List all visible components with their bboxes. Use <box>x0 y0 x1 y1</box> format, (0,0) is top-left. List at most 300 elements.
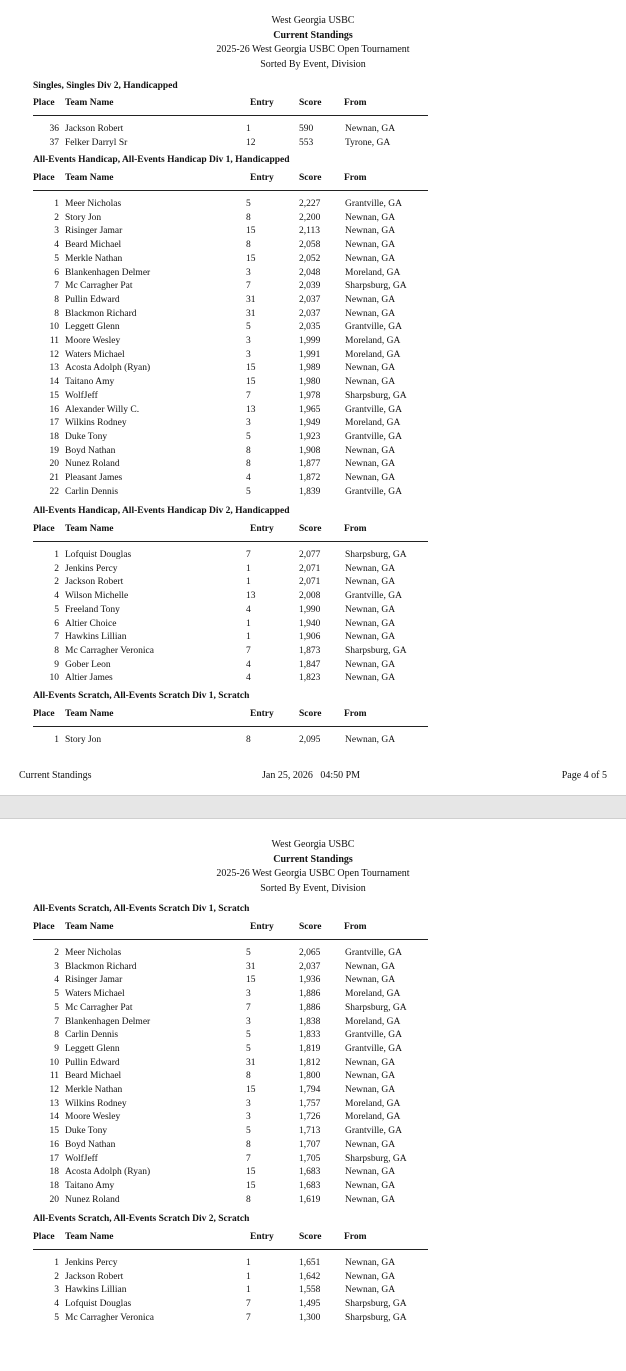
score-cell: 590 <box>299 124 314 134</box>
from-cell: Grantville, GA <box>345 199 402 209</box>
place-cell: 16 <box>49 404 59 415</box>
score-cell: 1,713 <box>299 1126 321 1137</box>
table-row <box>0 1099 626 1113</box>
team-name-cell: Taitano Amy <box>65 377 115 388</box>
score-cell: 2,035 <box>299 322 321 333</box>
from-cell: Newnan, GA <box>345 294 396 305</box>
score-cell: 1,726 <box>299 1112 321 1123</box>
place-cell: 18 <box>49 1167 59 1178</box>
column-header-score: Score <box>299 524 322 534</box>
team-name-cell: Waters Michael <box>65 349 125 360</box>
team-name-cell: Risinger Jamar <box>65 226 123 237</box>
score-cell: 2,065 <box>299 948 321 958</box>
place-cell: 37 <box>49 137 59 148</box>
place-cell: 22 <box>49 486 59 497</box>
team-name-cell: Duke Tony <box>65 431 108 442</box>
team-name-cell: Jenkins Percy <box>65 1258 118 1268</box>
team-name-cell: Wilkins Rodney <box>65 1098 127 1109</box>
place-cell: 4 <box>54 591 59 602</box>
table-row <box>0 124 626 138</box>
report-header <box>0 14 626 72</box>
table-row <box>0 268 626 282</box>
entry-cell: 5 <box>246 948 251 958</box>
column-header-entry: Entry <box>250 98 274 108</box>
entry-cell: 1 <box>246 632 251 643</box>
place-cell: 15 <box>49 1126 59 1137</box>
score-cell: 1,683 <box>299 1180 321 1191</box>
entry-cell: 5 <box>246 1030 251 1041</box>
from-cell: Sharpsburg, GA <box>345 645 407 656</box>
column-header-team: Team Name <box>65 709 114 719</box>
from-cell: Newnan, GA <box>345 618 396 629</box>
entry-cell: 8 <box>246 240 251 251</box>
place-cell: 17 <box>49 1153 59 1164</box>
score-cell: 1,823 <box>299 673 321 684</box>
entry-cell: 31 <box>246 961 256 972</box>
from-cell: Newnan, GA <box>345 212 396 223</box>
entry-cell: 15 <box>246 1167 256 1178</box>
column-header-score: Score <box>299 98 322 108</box>
org-name: West Georgia USBC <box>271 839 355 850</box>
team-name-cell: WolfJeff <box>65 1153 98 1164</box>
score-cell: 553 <box>299 137 314 148</box>
footer-timestamp: Jan 25, 2026 04:50 PM <box>262 770 361 781</box>
score-cell: 1,978 <box>299 390 321 401</box>
place-cell: 8 <box>54 645 59 656</box>
place-cell: 2 <box>54 948 59 958</box>
team-name-cell: Gober Leon <box>65 659 111 670</box>
score-cell: 1,886 <box>299 1002 321 1013</box>
score-cell: 2,008 <box>299 591 321 602</box>
place-cell: 36 <box>49 124 59 134</box>
entry-cell: 1 <box>246 1258 251 1268</box>
from-cell: Newnan, GA <box>345 1057 396 1068</box>
table-row <box>0 632 626 646</box>
score-cell: 1,940 <box>299 618 321 629</box>
score-cell: 1,812 <box>299 1057 321 1068</box>
team-name-cell: Meer Nicholas <box>65 948 122 958</box>
team-name-cell: Duke Tony <box>65 1126 108 1137</box>
team-name-cell: Hawkins Lillian <box>65 1285 127 1296</box>
team-name-cell: Meer Nicholas <box>65 199 122 209</box>
from-cell: Newnan, GA <box>345 445 396 456</box>
table-row <box>0 487 626 501</box>
place-cell: 6 <box>54 267 59 278</box>
from-cell: Grantville, GA <box>345 322 402 333</box>
place-cell: 10 <box>49 1057 59 1068</box>
from-cell: Grantville, GA <box>345 948 402 958</box>
entry-cell: 1 <box>246 1271 251 1282</box>
from-cell: Sharpsburg, GA <box>345 1299 407 1310</box>
entry-cell: 7 <box>246 645 251 656</box>
table-row <box>0 962 626 976</box>
from-cell: Newnan, GA <box>345 659 396 670</box>
score-cell: 1,838 <box>299 1016 321 1027</box>
from-cell: Newnan, GA <box>345 1180 396 1191</box>
entry-cell: 8 <box>246 212 251 223</box>
from-cell: Moreland, GA <box>345 336 401 346</box>
score-cell: 1,833 <box>299 1030 321 1041</box>
table-row <box>0 1167 626 1181</box>
from-cell: Newnan, GA <box>345 377 396 388</box>
entry-cell: 15 <box>246 253 256 264</box>
team-name-cell: Leggett Glenn <box>65 322 120 333</box>
place-cell: 18 <box>49 1180 59 1191</box>
from-cell: Grantville, GA <box>345 591 402 602</box>
footer-page-number: Page 4 of 5 <box>561 770 607 781</box>
entry-cell: 8 <box>246 1071 251 1082</box>
team-name-cell: Waters Michael <box>65 989 125 1000</box>
column-header-place: Place <box>33 98 55 108</box>
team-name-cell: Acosta Adolph (Ryan) <box>65 363 151 374</box>
entry-cell: 15 <box>246 226 256 237</box>
table-row <box>0 550 626 564</box>
column-header-from: From <box>344 709 367 719</box>
from-cell: Newnan, GA <box>345 253 396 264</box>
entry-cell: 8 <box>246 459 251 470</box>
entry-cell: 4 <box>246 673 251 684</box>
place-cell: 9 <box>54 1043 59 1054</box>
team-name-cell: Jackson Robert <box>65 577 124 588</box>
from-cell: Sharpsburg, GA <box>345 1002 407 1013</box>
column-header-entry: Entry <box>250 524 274 534</box>
team-name-cell: Altier Choice <box>65 618 117 629</box>
team-name-cell: Boyd Nathan <box>65 1139 116 1150</box>
place-cell: 1 <box>54 550 59 560</box>
team-name-cell: Nunez Roland <box>65 459 120 470</box>
from-cell: Newnan, GA <box>345 473 396 483</box>
table-row <box>0 619 626 633</box>
from-cell: Moreland, GA <box>345 267 401 278</box>
entry-cell: 7 <box>246 550 251 560</box>
place-cell: 8 <box>54 1030 59 1041</box>
place-cell: 2 <box>54 1271 59 1282</box>
column-header-place: Place <box>33 1232 55 1242</box>
column-header-from: From <box>344 173 367 183</box>
team-name-cell: Mc Carragher Pat <box>65 281 133 292</box>
score-cell: 2,200 <box>299 212 321 223</box>
tournament-name: 2025-26 West Georgia USBC Open Tournament <box>216 44 410 55</box>
table-row <box>0 295 626 309</box>
place-cell: 16 <box>49 1139 59 1150</box>
place-cell: 3 <box>54 961 59 972</box>
place-cell: 4 <box>54 975 59 986</box>
place-cell: 11 <box>49 336 59 346</box>
place-cell: 19 <box>49 445 59 456</box>
team-name-cell: Pullin Edward <box>65 294 120 305</box>
from-cell: Newnan, GA <box>345 632 396 643</box>
sort-order: Sorted By Event, Division <box>260 58 366 70</box>
place-cell: 7 <box>54 632 59 643</box>
score-cell: 2,052 <box>299 253 321 264</box>
team-name-cell: Carlin Dennis <box>65 1030 119 1041</box>
score-cell: 1,651 <box>299 1258 321 1268</box>
place-cell: 12 <box>49 1085 59 1095</box>
score-cell: 1,300 <box>299 1312 321 1323</box>
table-row <box>0 605 626 619</box>
column-header-place: Place <box>33 524 55 534</box>
place-cell: 1 <box>54 735 59 745</box>
place-cell: 9 <box>54 659 59 670</box>
team-name-cell: Moore Wesley <box>65 1112 121 1123</box>
team-name-cell: Acosta Adolph (Ryan) <box>65 1167 151 1178</box>
entry-cell: 8 <box>246 735 251 745</box>
table-row <box>0 405 626 419</box>
score-cell: 1,705 <box>299 1153 321 1164</box>
score-cell: 2,095 <box>299 735 321 745</box>
table-row <box>0 336 626 350</box>
report-header <box>0 838 626 896</box>
score-cell: 2,037 <box>299 308 321 319</box>
entry-cell: 8 <box>246 1194 251 1205</box>
table-row <box>0 975 626 989</box>
score-cell: 2,037 <box>299 294 321 305</box>
entry-cell: 15 <box>246 1085 256 1095</box>
table-row <box>0 1017 626 1031</box>
entry-cell: 3 <box>246 267 251 278</box>
table-row <box>0 591 626 605</box>
column-header-from: From <box>344 98 367 108</box>
score-cell: 1,558 <box>299 1285 321 1296</box>
score-cell: 1,989 <box>299 363 321 374</box>
from-cell: Newnan, GA <box>345 735 396 745</box>
entry-cell: 7 <box>246 1002 251 1013</box>
column-header-row <box>33 922 428 940</box>
team-name-cell: Blankenhagen Delmer <box>65 1016 151 1027</box>
entry-cell: 3 <box>246 336 251 346</box>
score-cell: 1,877 <box>299 459 321 470</box>
team-name-cell: Risinger Jamar <box>65 975 123 986</box>
place-cell: 6 <box>54 618 59 629</box>
column-header-entry: Entry <box>250 709 274 719</box>
table-row <box>0 1195 626 1209</box>
table-row <box>0 1181 626 1195</box>
from-cell: Newnan, GA <box>345 1271 396 1282</box>
column-header-row <box>33 524 428 542</box>
from-cell: Sharpsburg, GA <box>345 281 407 292</box>
table-row <box>0 418 626 432</box>
column-header-place: Place <box>33 709 55 719</box>
score-cell: 2,071 <box>299 563 321 574</box>
column-header-row <box>33 1232 428 1250</box>
entry-cell: 31 <box>246 1057 256 1068</box>
place-cell: 20 <box>49 459 59 470</box>
entry-cell: 3 <box>246 418 251 429</box>
team-name-cell: Alexander Willy C. <box>65 404 140 415</box>
from-cell: Newnan, GA <box>345 124 396 134</box>
from-cell: Newnan, GA <box>345 226 396 237</box>
column-header-from: From <box>344 524 367 534</box>
place-cell: 13 <box>49 363 59 374</box>
table-row <box>0 309 626 323</box>
from-cell: Moreland, GA <box>345 418 401 429</box>
entry-cell: 7 <box>246 1312 251 1323</box>
org-name: West Georgia USBC <box>271 15 355 26</box>
table-row <box>0 1313 626 1327</box>
report-title: Current Standings <box>273 29 353 41</box>
score-cell: 2,048 <box>299 267 321 278</box>
entry-cell: 1 <box>246 1285 251 1296</box>
team-name-cell: Beard Michael <box>65 1071 122 1082</box>
team-name-cell: Moore Wesley <box>65 336 121 346</box>
score-cell: 1,923 <box>299 431 321 442</box>
place-cell: 13 <box>49 1098 59 1109</box>
from-cell: Newnan, GA <box>345 240 396 251</box>
team-name-cell: Carlin Dennis <box>65 486 119 497</box>
team-name-cell: Mc Carragher Veronica <box>65 1312 154 1323</box>
from-cell: Newnan, GA <box>345 1285 396 1296</box>
table-row <box>0 564 626 578</box>
table-row <box>0 1126 626 1140</box>
entry-cell: 5 <box>246 322 251 333</box>
table-row <box>0 1030 626 1044</box>
from-cell: Moreland, GA <box>345 349 401 360</box>
place-cell: 1 <box>54 1258 59 1268</box>
team-name-cell: Jackson Robert <box>65 1271 124 1282</box>
place-cell: 4 <box>54 1299 59 1310</box>
score-cell: 1,999 <box>299 336 321 346</box>
entry-cell: 8 <box>246 1139 251 1150</box>
from-cell: Newnan, GA <box>345 1071 396 1082</box>
place-cell: 2 <box>54 577 59 588</box>
from-cell: Newnan, GA <box>345 1258 396 1268</box>
score-cell: 1,819 <box>299 1043 321 1054</box>
entry-cell: 15 <box>246 975 256 986</box>
table-row <box>0 1003 626 1017</box>
from-cell: Newnan, GA <box>345 975 396 986</box>
table-row <box>0 391 626 405</box>
score-cell: 1,619 <box>299 1194 321 1205</box>
column-header-place: Place <box>33 173 55 183</box>
from-cell: Grantville, GA <box>345 404 402 415</box>
place-cell: 1 <box>54 199 59 209</box>
column-header-team: Team Name <box>65 173 114 183</box>
entry-cell: 31 <box>246 308 256 319</box>
table-row <box>0 660 626 674</box>
team-name-cell: Hawkins Lillian <box>65 632 127 643</box>
entry-cell: 3 <box>246 349 251 360</box>
entry-cell: 15 <box>246 377 256 388</box>
table-row <box>0 350 626 364</box>
entry-cell: 4 <box>246 473 251 483</box>
entry-cell: 13 <box>246 591 256 602</box>
report-page-5 <box>0 818 626 1371</box>
score-cell: 2,071 <box>299 577 321 588</box>
team-name-cell: Lofquist Douglas <box>65 1299 132 1310</box>
entry-cell: 3 <box>246 1016 251 1027</box>
from-cell: Newnan, GA <box>345 1167 396 1178</box>
place-cell: 4 <box>54 240 59 251</box>
from-cell: Grantville, GA <box>345 486 402 497</box>
score-cell: 1,707 <box>299 1139 321 1150</box>
entry-cell: 7 <box>246 390 251 401</box>
column-header-score: Score <box>299 709 322 719</box>
entry-cell: 1 <box>246 577 251 588</box>
place-cell: 5 <box>54 604 59 615</box>
score-cell: 1,990 <box>299 604 321 615</box>
table-row <box>0 254 626 268</box>
score-cell: 1,839 <box>299 486 321 497</box>
column-header-row <box>33 173 428 191</box>
from-cell: Sharpsburg, GA <box>345 1153 407 1164</box>
team-name-cell: Blackmon Richard <box>65 308 137 319</box>
from-cell: Grantville, GA <box>345 1030 402 1041</box>
entry-cell: 7 <box>246 1153 251 1164</box>
score-cell: 2,058 <box>299 240 321 251</box>
team-name-cell: Taitano Amy <box>65 1180 115 1191</box>
table-row <box>0 363 626 377</box>
footer-label: Current Standings <box>19 770 92 781</box>
place-cell: 5 <box>54 989 59 1000</box>
entry-cell: 5 <box>246 486 251 497</box>
team-name-cell: Mc Carragher Pat <box>65 1002 133 1013</box>
section-title: Singles, Singles Div 2, Handicapped <box>33 81 178 91</box>
from-cell: Grantville, GA <box>345 431 402 442</box>
score-cell: 1,991 <box>299 349 321 360</box>
entry-cell: 1 <box>246 618 251 629</box>
table-row <box>0 1085 626 1099</box>
team-name-cell: Blackmon Richard <box>65 961 137 972</box>
place-cell: 5 <box>54 1312 59 1323</box>
place-cell: 11 <box>49 1071 59 1082</box>
entry-cell: 5 <box>246 431 251 442</box>
score-cell: 2,077 <box>299 550 321 560</box>
table-row <box>0 735 626 749</box>
score-cell: 1,886 <box>299 989 321 1000</box>
from-cell: Newnan, GA <box>345 363 396 374</box>
score-cell: 1,757 <box>299 1098 321 1109</box>
score-cell: 1,949 <box>299 418 321 429</box>
entry-cell: 3 <box>246 989 251 1000</box>
entry-cell: 4 <box>246 659 251 670</box>
table-row <box>0 1299 626 1313</box>
table-row <box>0 646 626 660</box>
score-cell: 1,794 <box>299 1085 321 1095</box>
column-header-place: Place <box>33 922 55 932</box>
table-row <box>0 199 626 213</box>
entry-cell: 31 <box>246 294 256 305</box>
place-cell: 2 <box>54 563 59 574</box>
table-row <box>0 446 626 460</box>
team-name-cell: Altier James <box>65 673 113 684</box>
place-cell: 7 <box>54 281 59 292</box>
score-cell: 1,683 <box>299 1167 321 1178</box>
from-cell: Tyrone, GA <box>345 137 391 148</box>
table-row <box>0 240 626 254</box>
team-name-cell: Merkle Nathan <box>65 1085 123 1095</box>
from-cell: Moreland, GA <box>345 1016 401 1027</box>
column-header-team: Team Name <box>65 524 114 534</box>
entry-cell: 15 <box>246 1180 256 1191</box>
tournament-name: 2025-26 West Georgia USBC Open Tournament <box>216 868 410 879</box>
from-cell: Newnan, GA <box>345 563 396 574</box>
column-header-from: From <box>344 1232 367 1242</box>
team-name-cell: Story Jon <box>65 212 102 223</box>
score-cell: 2,113 <box>299 226 321 237</box>
table-row <box>0 1140 626 1154</box>
score-cell: 1,642 <box>299 1271 321 1282</box>
place-cell: 5 <box>54 253 59 264</box>
score-cell: 1,908 <box>299 445 321 456</box>
place-cell: 5 <box>54 1002 59 1013</box>
from-cell: Moreland, GA <box>345 989 401 1000</box>
team-name-cell: Jenkins Percy <box>65 563 118 574</box>
table-row <box>0 281 626 295</box>
table-row <box>0 432 626 446</box>
table-row <box>0 226 626 240</box>
score-cell: 2,037 <box>299 961 321 972</box>
score-cell: 1,873 <box>299 645 321 656</box>
